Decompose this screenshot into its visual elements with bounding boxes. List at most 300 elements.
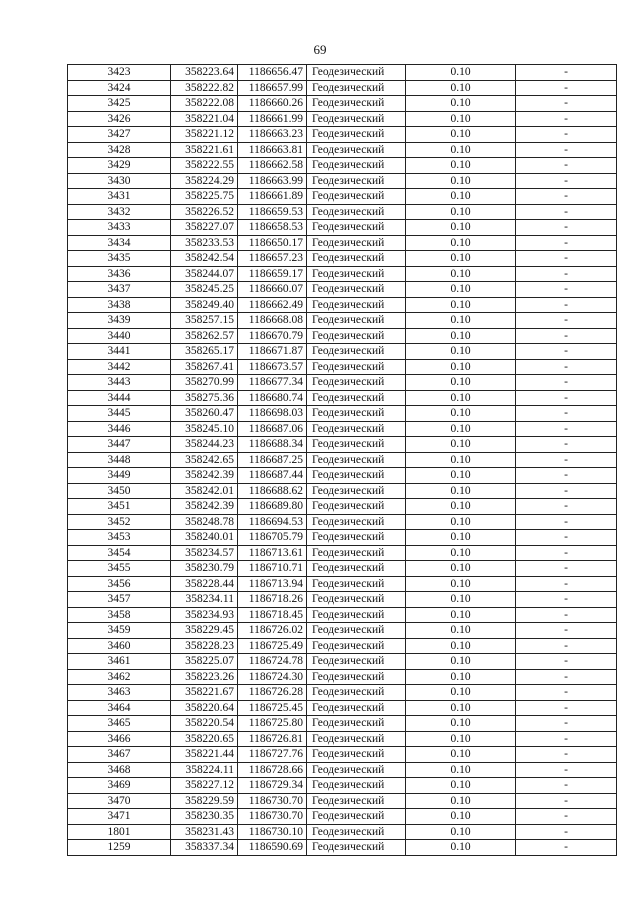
x-coordinate-cell: 358244.07 (171, 266, 238, 282)
accuracy-cell: 0.10 (406, 142, 516, 158)
accuracy-cell: 0.10 (406, 421, 516, 437)
y-coordinate-cell: 1186705.79 (238, 530, 307, 546)
y-coordinate-cell: 1186677.34 (238, 375, 307, 391)
y-coordinate-cell: 1186726.28 (238, 685, 307, 701)
table-row (68, 778, 617, 794)
accuracy-cell: 0.10 (406, 716, 516, 732)
note-cell: - (516, 700, 617, 716)
point-number-cell: 3443 (68, 375, 171, 391)
x-coordinate-cell: 358248.78 (171, 514, 238, 530)
accuracy-cell: 0.10 (406, 282, 516, 298)
method-cell: Геодезический (307, 282, 406, 298)
note-cell: - (516, 204, 617, 220)
accuracy-cell: 0.10 (406, 65, 516, 81)
accuracy-cell: 0.10 (406, 514, 516, 530)
method-cell: Геодезический (307, 406, 406, 422)
y-coordinate-cell: 1186726.02 (238, 623, 307, 639)
method-cell: Геодезический (307, 127, 406, 143)
y-coordinate-cell: 1186650.17 (238, 235, 307, 251)
accuracy-cell: 0.10 (406, 266, 516, 282)
x-coordinate-cell: 358260.47 (171, 406, 238, 422)
x-coordinate-cell: 358220.65 (171, 731, 238, 747)
note-cell: - (516, 468, 617, 484)
accuracy-cell: 0.10 (406, 576, 516, 592)
table-row (68, 437, 617, 453)
point-number-cell: 3456 (68, 576, 171, 592)
table-row (68, 545, 617, 561)
x-coordinate-cell: 358230.35 (171, 809, 238, 825)
x-coordinate-cell: 358220.54 (171, 716, 238, 732)
y-coordinate-cell: 1186713.94 (238, 576, 307, 592)
note-cell: - (516, 530, 617, 546)
note-cell: - (516, 421, 617, 437)
point-number-cell: 3468 (68, 762, 171, 778)
point-number-cell: 3453 (68, 530, 171, 546)
method-cell: Геодезический (307, 731, 406, 747)
method-cell: Геодезический (307, 514, 406, 530)
x-coordinate-cell: 358222.55 (171, 158, 238, 174)
note-cell: - (516, 809, 617, 825)
y-coordinate-cell: 1186725.49 (238, 638, 307, 654)
y-coordinate-cell: 1186656.47 (238, 65, 307, 81)
point-number-cell: 3448 (68, 452, 171, 468)
method-cell: Геодезический (307, 669, 406, 685)
note-cell: - (516, 313, 617, 329)
note-cell: - (516, 685, 617, 701)
accuracy-cell: 0.10 (406, 251, 516, 267)
note-cell: - (516, 793, 617, 809)
y-coordinate-cell: 1186662.58 (238, 158, 307, 174)
y-coordinate-cell: 1186729.34 (238, 778, 307, 794)
table-row (68, 328, 617, 344)
method-cell: Геодезический (307, 483, 406, 499)
x-coordinate-cell: 358228.23 (171, 638, 238, 654)
x-coordinate-cell: 358221.67 (171, 685, 238, 701)
method-cell: Геодезический (307, 623, 406, 639)
x-coordinate-cell: 358234.11 (171, 592, 238, 608)
accuracy-cell: 0.10 (406, 390, 516, 406)
table-row (68, 421, 617, 437)
note-cell: - (516, 127, 617, 143)
y-coordinate-cell: 1186698.03 (238, 406, 307, 422)
accuracy-cell: 0.10 (406, 483, 516, 499)
method-cell: Геодезический (307, 313, 406, 329)
table-row (68, 809, 617, 825)
point-number-cell: 3444 (68, 390, 171, 406)
table-row (68, 111, 617, 127)
accuracy-cell: 0.10 (406, 607, 516, 623)
x-coordinate-cell: 358275.36 (171, 390, 238, 406)
x-coordinate-cell: 358231.43 (171, 824, 238, 840)
point-number-cell: 3432 (68, 204, 171, 220)
x-coordinate-cell: 358222.82 (171, 80, 238, 96)
y-coordinate-cell: 1186687.06 (238, 421, 307, 437)
x-coordinate-cell: 358265.17 (171, 344, 238, 360)
y-coordinate-cell: 1186660.07 (238, 282, 307, 298)
note-cell: - (516, 824, 617, 840)
table-row (68, 499, 617, 515)
table-row (68, 483, 617, 499)
x-coordinate-cell: 358245.10 (171, 421, 238, 437)
table-row (68, 468, 617, 484)
table-row (68, 313, 617, 329)
y-coordinate-cell: 1186687.25 (238, 452, 307, 468)
accuracy-cell: 0.10 (406, 530, 516, 546)
y-coordinate-cell: 1186670.79 (238, 328, 307, 344)
accuracy-cell: 0.10 (406, 824, 516, 840)
note-cell: - (516, 266, 617, 282)
point-number-cell: 3426 (68, 111, 171, 127)
note-cell: - (516, 483, 617, 499)
table-row (68, 189, 617, 205)
table-row (68, 80, 617, 96)
method-cell: Геодезический (307, 235, 406, 251)
y-coordinate-cell: 1186660.26 (238, 96, 307, 112)
table-row (68, 623, 617, 639)
method-cell: Геодезический (307, 685, 406, 701)
x-coordinate-cell: 358221.44 (171, 747, 238, 763)
method-cell: Геодезический (307, 173, 406, 189)
method-cell: Геодезический (307, 251, 406, 267)
x-coordinate-cell: 358224.29 (171, 173, 238, 189)
point-number-cell: 3438 (68, 297, 171, 313)
method-cell: Геодезический (307, 468, 406, 484)
table-row (68, 592, 617, 608)
x-coordinate-cell: 358244.23 (171, 437, 238, 453)
x-coordinate-cell: 358221.61 (171, 142, 238, 158)
method-cell: Геодезический (307, 762, 406, 778)
note-cell: - (516, 731, 617, 747)
accuracy-cell: 0.10 (406, 204, 516, 220)
method-cell: Геодезический (307, 638, 406, 654)
point-number-cell: 3471 (68, 809, 171, 825)
accuracy-cell: 0.10 (406, 468, 516, 484)
point-number-cell: 3434 (68, 235, 171, 251)
table-row (68, 96, 617, 112)
y-coordinate-cell: 1186661.99 (238, 111, 307, 127)
y-coordinate-cell: 1186663.81 (238, 142, 307, 158)
accuracy-cell: 0.10 (406, 80, 516, 96)
y-coordinate-cell: 1186661.89 (238, 189, 307, 205)
y-coordinate-cell: 1186680.74 (238, 390, 307, 406)
table-row (68, 700, 617, 716)
x-coordinate-cell: 358234.93 (171, 607, 238, 623)
point-number-cell: 3427 (68, 127, 171, 143)
x-coordinate-cell: 358242.54 (171, 251, 238, 267)
x-coordinate-cell: 358240.01 (171, 530, 238, 546)
point-number-cell: 3433 (68, 220, 171, 236)
y-coordinate-cell: 1186663.23 (238, 127, 307, 143)
accuracy-cell: 0.10 (406, 700, 516, 716)
point-number-cell: 3460 (68, 638, 171, 654)
y-coordinate-cell: 1186713.61 (238, 545, 307, 561)
table-row (68, 251, 617, 267)
method-cell: Геодезический (307, 576, 406, 592)
x-coordinate-cell: 358262.57 (171, 328, 238, 344)
y-coordinate-cell: 1186657.23 (238, 251, 307, 267)
note-cell: - (516, 251, 617, 267)
note-cell: - (516, 623, 617, 639)
point-number-cell: 3446 (68, 421, 171, 437)
accuracy-cell: 0.10 (406, 545, 516, 561)
table-row (68, 65, 617, 81)
point-number-cell: 3428 (68, 142, 171, 158)
accuracy-cell: 0.10 (406, 96, 516, 112)
y-coordinate-cell: 1186668.08 (238, 313, 307, 329)
point-number-cell: 3467 (68, 747, 171, 763)
table-row (68, 793, 617, 809)
table-row (68, 654, 617, 670)
y-coordinate-cell: 1186673.57 (238, 359, 307, 375)
y-coordinate-cell: 1186662.49 (238, 297, 307, 313)
coordinates-table-body (68, 65, 617, 856)
method-cell: Геодезический (307, 204, 406, 220)
accuracy-cell: 0.10 (406, 669, 516, 685)
note-cell: - (516, 111, 617, 127)
x-coordinate-cell: 358257.15 (171, 313, 238, 329)
y-coordinate-cell: 1186725.45 (238, 700, 307, 716)
y-coordinate-cell: 1186727.76 (238, 747, 307, 763)
point-number-cell: 3430 (68, 173, 171, 189)
accuracy-cell: 0.10 (406, 328, 516, 344)
method-cell: Геодезический (307, 561, 406, 577)
point-number-cell: 3462 (68, 669, 171, 685)
x-coordinate-cell: 358229.45 (171, 623, 238, 639)
method-cell: Геодезический (307, 142, 406, 158)
method-cell: Геодезический (307, 793, 406, 809)
method-cell: Геодезический (307, 592, 406, 608)
y-coordinate-cell: 1186724.78 (238, 654, 307, 670)
y-coordinate-cell: 1186724.30 (238, 669, 307, 685)
x-coordinate-cell: 358242.01 (171, 483, 238, 499)
accuracy-cell: 0.10 (406, 437, 516, 453)
accuracy-cell: 0.10 (406, 778, 516, 794)
table-row (68, 220, 617, 236)
point-number-cell: 3459 (68, 623, 171, 639)
accuracy-cell: 0.10 (406, 127, 516, 143)
point-number-cell: 3450 (68, 483, 171, 499)
y-coordinate-cell: 1186694.53 (238, 514, 307, 530)
accuracy-cell: 0.10 (406, 189, 516, 205)
point-number-cell: 3449 (68, 468, 171, 484)
method-cell: Геодезический (307, 96, 406, 112)
accuracy-cell: 0.10 (406, 313, 516, 329)
table-row (68, 390, 617, 406)
point-number-cell: 3464 (68, 700, 171, 716)
point-number-cell: 3436 (68, 266, 171, 282)
table-row (68, 173, 617, 189)
method-cell: Геодезический (307, 716, 406, 732)
point-number-cell: 3466 (68, 731, 171, 747)
y-coordinate-cell: 1186718.45 (238, 607, 307, 623)
note-cell: - (516, 840, 617, 856)
accuracy-cell: 0.10 (406, 220, 516, 236)
note-cell: - (516, 576, 617, 592)
method-cell: Геодезический (307, 158, 406, 174)
table-row (68, 561, 617, 577)
method-cell: Геодезический (307, 266, 406, 282)
accuracy-cell: 0.10 (406, 561, 516, 577)
x-coordinate-cell: 358222.08 (171, 96, 238, 112)
x-coordinate-cell: 358221.12 (171, 127, 238, 143)
x-coordinate-cell: 358270.99 (171, 375, 238, 391)
accuracy-cell: 0.10 (406, 452, 516, 468)
y-coordinate-cell: 1186730.10 (238, 824, 307, 840)
point-number-cell: 3469 (68, 778, 171, 794)
method-cell: Геодезический (307, 390, 406, 406)
note-cell: - (516, 158, 617, 174)
table-row (68, 359, 617, 375)
method-cell: Геодезический (307, 452, 406, 468)
method-cell: Геодезический (307, 700, 406, 716)
note-cell: - (516, 173, 617, 189)
x-coordinate-cell: 358242.39 (171, 468, 238, 484)
point-number-cell: 3435 (68, 251, 171, 267)
x-coordinate-cell: 358225.07 (171, 654, 238, 670)
table-row (68, 375, 617, 391)
accuracy-cell: 0.10 (406, 344, 516, 360)
point-number-cell: 1259 (68, 840, 171, 856)
y-coordinate-cell: 1186688.62 (238, 483, 307, 499)
method-cell: Геодезический (307, 809, 406, 825)
point-number-cell: 3425 (68, 96, 171, 112)
note-cell: - (516, 220, 617, 236)
y-coordinate-cell: 1186590.69 (238, 840, 307, 856)
y-coordinate-cell: 1186728.66 (238, 762, 307, 778)
x-coordinate-cell: 358337.34 (171, 840, 238, 856)
note-cell: - (516, 96, 617, 112)
point-number-cell: 3457 (68, 592, 171, 608)
note-cell: - (516, 716, 617, 732)
x-coordinate-cell: 358220.64 (171, 700, 238, 716)
accuracy-cell: 0.10 (406, 111, 516, 127)
method-cell: Геодезический (307, 778, 406, 794)
point-number-cell: 3437 (68, 282, 171, 298)
note-cell: - (516, 514, 617, 530)
accuracy-cell: 0.10 (406, 793, 516, 809)
note-cell: - (516, 592, 617, 608)
point-number-cell: 3447 (68, 437, 171, 453)
note-cell: - (516, 499, 617, 515)
table-row (68, 406, 617, 422)
accuracy-cell: 0.10 (406, 406, 516, 422)
table-row (68, 762, 617, 778)
x-coordinate-cell: 358225.75 (171, 189, 238, 205)
method-cell: Геодезический (307, 545, 406, 561)
table-row (68, 731, 617, 747)
y-coordinate-cell: 1186659.53 (238, 204, 307, 220)
point-number-cell: 3461 (68, 654, 171, 670)
accuracy-cell: 0.10 (406, 592, 516, 608)
table-row (68, 685, 617, 701)
x-coordinate-cell: 358226.52 (171, 204, 238, 220)
table-row (68, 824, 617, 840)
method-cell: Геодезический (307, 421, 406, 437)
note-cell: - (516, 654, 617, 670)
accuracy-cell: 0.10 (406, 623, 516, 639)
y-coordinate-cell: 1186688.34 (238, 437, 307, 453)
accuracy-cell: 0.10 (406, 731, 516, 747)
point-number-cell: 3445 (68, 406, 171, 422)
point-number-cell: 3431 (68, 189, 171, 205)
table-row (68, 452, 617, 468)
table-row (68, 282, 617, 298)
y-coordinate-cell: 1186689.80 (238, 499, 307, 515)
accuracy-cell: 0.10 (406, 638, 516, 654)
method-cell: Геодезический (307, 840, 406, 856)
x-coordinate-cell: 358223.64 (171, 65, 238, 81)
table-row (68, 297, 617, 313)
method-cell: Геодезический (307, 654, 406, 670)
accuracy-cell: 0.10 (406, 158, 516, 174)
table-row (68, 638, 617, 654)
note-cell: - (516, 359, 617, 375)
table-row (68, 204, 617, 220)
point-number-cell: 3424 (68, 80, 171, 96)
accuracy-cell: 0.10 (406, 297, 516, 313)
accuracy-cell: 0.10 (406, 685, 516, 701)
point-number-cell: 3440 (68, 328, 171, 344)
note-cell: - (516, 561, 617, 577)
note-cell: - (516, 747, 617, 763)
note-cell: - (516, 390, 617, 406)
point-number-cell: 1801 (68, 824, 171, 840)
method-cell: Геодезический (307, 65, 406, 81)
method-cell: Геодезический (307, 530, 406, 546)
x-coordinate-cell: 358227.12 (171, 778, 238, 794)
table-row (68, 266, 617, 282)
method-cell: Геодезический (307, 437, 406, 453)
note-cell: - (516, 375, 617, 391)
table-row (68, 607, 617, 623)
y-coordinate-cell: 1186658.53 (238, 220, 307, 236)
y-coordinate-cell: 1186687.44 (238, 468, 307, 484)
accuracy-cell: 0.10 (406, 499, 516, 515)
y-coordinate-cell: 1186671.87 (238, 344, 307, 360)
x-coordinate-cell: 358223.26 (171, 669, 238, 685)
method-cell: Геодезический (307, 344, 406, 360)
method-cell: Геодезический (307, 80, 406, 96)
table-row (68, 747, 617, 763)
point-number-cell: 3439 (68, 313, 171, 329)
point-number-cell: 3452 (68, 514, 171, 530)
method-cell: Геодезический (307, 328, 406, 344)
note-cell: - (516, 235, 617, 251)
x-coordinate-cell: 358242.39 (171, 499, 238, 515)
note-cell: - (516, 778, 617, 794)
table-row (68, 840, 617, 856)
point-number-cell: 3454 (68, 545, 171, 561)
coordinates-table (67, 64, 617, 856)
y-coordinate-cell: 1186659.17 (238, 266, 307, 282)
note-cell: - (516, 282, 617, 298)
point-number-cell: 3458 (68, 607, 171, 623)
note-cell: - (516, 328, 617, 344)
y-coordinate-cell: 1186718.26 (238, 592, 307, 608)
table-row (68, 142, 617, 158)
accuracy-cell: 0.10 (406, 762, 516, 778)
x-coordinate-cell: 358245.25 (171, 282, 238, 298)
note-cell: - (516, 344, 617, 360)
point-number-cell: 3441 (68, 344, 171, 360)
note-cell: - (516, 669, 617, 685)
note-cell: - (516, 65, 617, 81)
x-coordinate-cell: 358221.04 (171, 111, 238, 127)
note-cell: - (516, 189, 617, 205)
accuracy-cell: 0.10 (406, 375, 516, 391)
x-coordinate-cell: 358267.41 (171, 359, 238, 375)
table-row (68, 514, 617, 530)
